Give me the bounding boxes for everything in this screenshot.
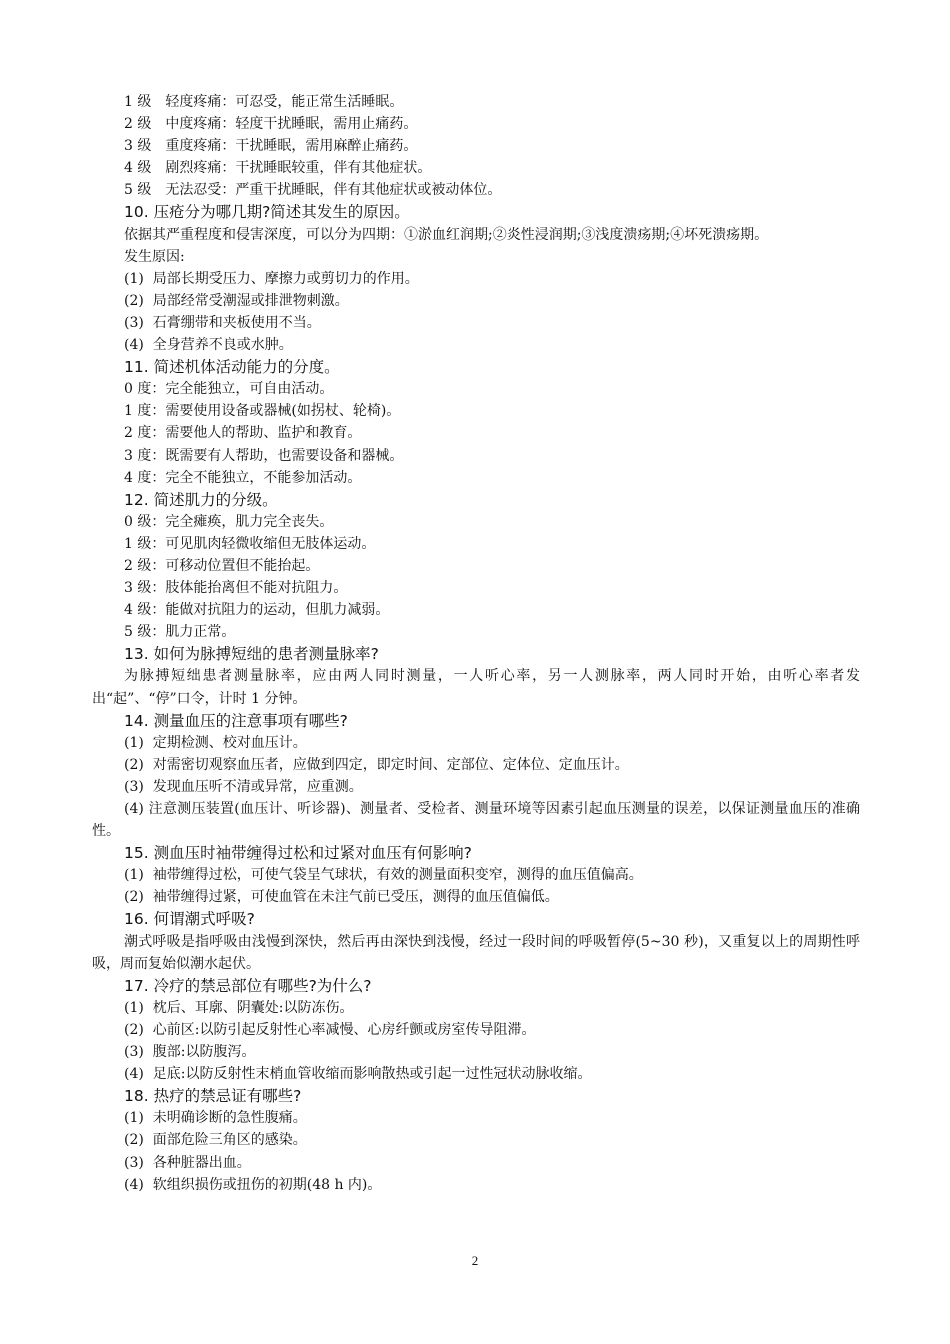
question-12-item-2: 1 级：可见肌肉轻微收缩但无肢体运动。 [124,535,376,552]
page-number: 2 [471,1253,479,1268]
question-14-item-4: (4) 注意测压装置(血压计、听诊器)、测量者、受检者、测量环境等因素引起血压测量的误差，以保证测量血压的准确性。 [92,801,860,840]
question-10-item-3: (3) 石膏绷带和夹板使用不当。 [124,314,321,331]
question-12-item-4: 3 级：肢体能抬离但不能对抗阻力。 [124,580,348,597]
question-10-item-4: (4) 全身营养不良或水肿。 [124,337,293,354]
question-10-item-1: (1) 局部长期受压力、摩擦力或剪切力的作用。 [124,270,419,287]
question-10-item-2: (2) 局部经常受潮湿或排泄物刺激。 [124,292,349,309]
question-15-item-1: (1) 袖带缠得过松，可使气袋呈气球状，有效的测量面积变窄，测得的血压值偏高。 [124,867,643,884]
question-13-title: 13. 如何为脉搏短绌的患者测量脉率? [124,645,379,664]
question-15-item-2: (2) 袖带缠得过紧，可使血管在未注气前已受压，测得的血压值偏低。 [124,889,559,906]
pain-level-4: 4 级 剧烈疼痛：干扰睡眠较重，伴有其他症状。 [124,160,432,177]
question-13-paragraph: 为脉搏短绌患者测量脉率，应由两人同时测量，一人听心率，另一人测脉率，两人同时开始，由听心率者发出“起”、“停”口令，计时 1 分钟。 [92,668,860,707]
pain-level-2: 2 级 中度疼痛：轻度干扰睡眠，需用止痛药。 [124,116,418,133]
page-content [92,91,860,1196]
question-18-item-3: (3) 各种脏器出血。 [124,1154,251,1171]
question-18-item-2: (2) 面部危险三角区的感染。 [124,1132,307,1149]
question-14-item-2: (2) 对需密切观察血压者，应做到四定，即定时间、定部位、定体位、定血压计。 [124,756,629,773]
pain-level-3: 3 级 重度疼痛：干扰睡眠，需用麻醉止痛药。 [124,138,418,155]
question-12-item-6: 5 级：肌力正常。 [124,624,236,641]
pain-level-1: 1 级 轻度疼痛：可忍受，能正常生活睡眠。 [124,94,404,110]
question-12-item-3: 2 级：可移动位置但不能抬起。 [124,557,320,574]
pain-level-5: 5 级 无法忍受：严重干扰睡眠，伴有其他症状或被动体位。 [124,182,502,199]
question-11-title: 11. 简述机体活动能力的分度。 [124,358,340,377]
question-11-item-5: 4 度：完全不能独立，不能参加活动。 [124,469,362,486]
question-10-subheading: 发生原因: [124,248,185,265]
question-15-title: 15. 测血压时袖带缠得过松和过紧对血压有何影响? [124,844,472,863]
question-14-item-1: (1) 定期检测、校对血压计。 [124,734,307,751]
question-11-item-3: 2 度：需要他人的帮助、监护和教育。 [124,425,362,442]
question-18-item-1: (1) 未明确诊断的急性腹痛。 [124,1110,307,1127]
question-17-item-1: (1) 枕后、耳廓、阴囊处:以防冻伤。 [124,999,354,1016]
question-16-paragraph: 潮式呼吸是指呼吸由浅慢到深快，然后再由深快到浅慢，经过一段时间的呼吸暂停(5~30 秒)，又重复以上的周期性呼吸，周而复始似潮水起伏。 [92,933,860,972]
question-12-title: 12. 简述肌力的分级。 [124,490,278,509]
question-18-title: 18. 热疗的禁忌证有哪些? [124,1087,302,1106]
question-17-item-3: (3) 腹部:以防腹泻。 [124,1044,256,1061]
question-10-paragraph: 依据其严重程度和侵害深度，可以分为四期：①淤血红润期;②炎性浸润期;③浅度溃疡期;④坏死溃疡期。 [124,226,769,243]
question-12-item-1: 0 级：完全瘫痪，肌力完全丧失。 [124,513,334,530]
question-12-item-5: 4 级：能做对抗阻力的运动，但肌力减弱。 [124,602,390,619]
question-14-title: 14. 测量血压的注意事项有哪些? [124,711,348,730]
question-11-item-2: 1 度：需要使用设备或器械(如拐杖、轮椅)。 [124,403,401,420]
question-17-item-2: (2) 心前区:以防引起反射性心率减慢、心房纤颤或房室传导阻滞。 [124,1021,536,1038]
question-11-item-1: 0 度：完全能独立，可自由活动。 [124,381,334,398]
question-17-title: 17. 冷疗的禁忌部位有哪些?为什么? [124,976,372,995]
question-17-item-4: (4) 足底:以防反射性末梢血管收缩而影响散热或引起一过性冠状动脉收缩。 [124,1066,592,1083]
question-14-item-3: (3) 发现血压听不清或异常，应重测。 [124,778,363,795]
question-11-item-4: 3 度：既需要有人帮助，也需要设备和器械。 [124,447,404,464]
question-16-title: 16. 何谓潮式呼吸? [124,910,255,929]
question-10-title: 10. 压疮分为哪几期?简述其发生的原因。 [124,203,410,222]
question-18-item-4: (4) 软组织损伤或扭伤的初期(48 h 内)。 [124,1176,382,1193]
